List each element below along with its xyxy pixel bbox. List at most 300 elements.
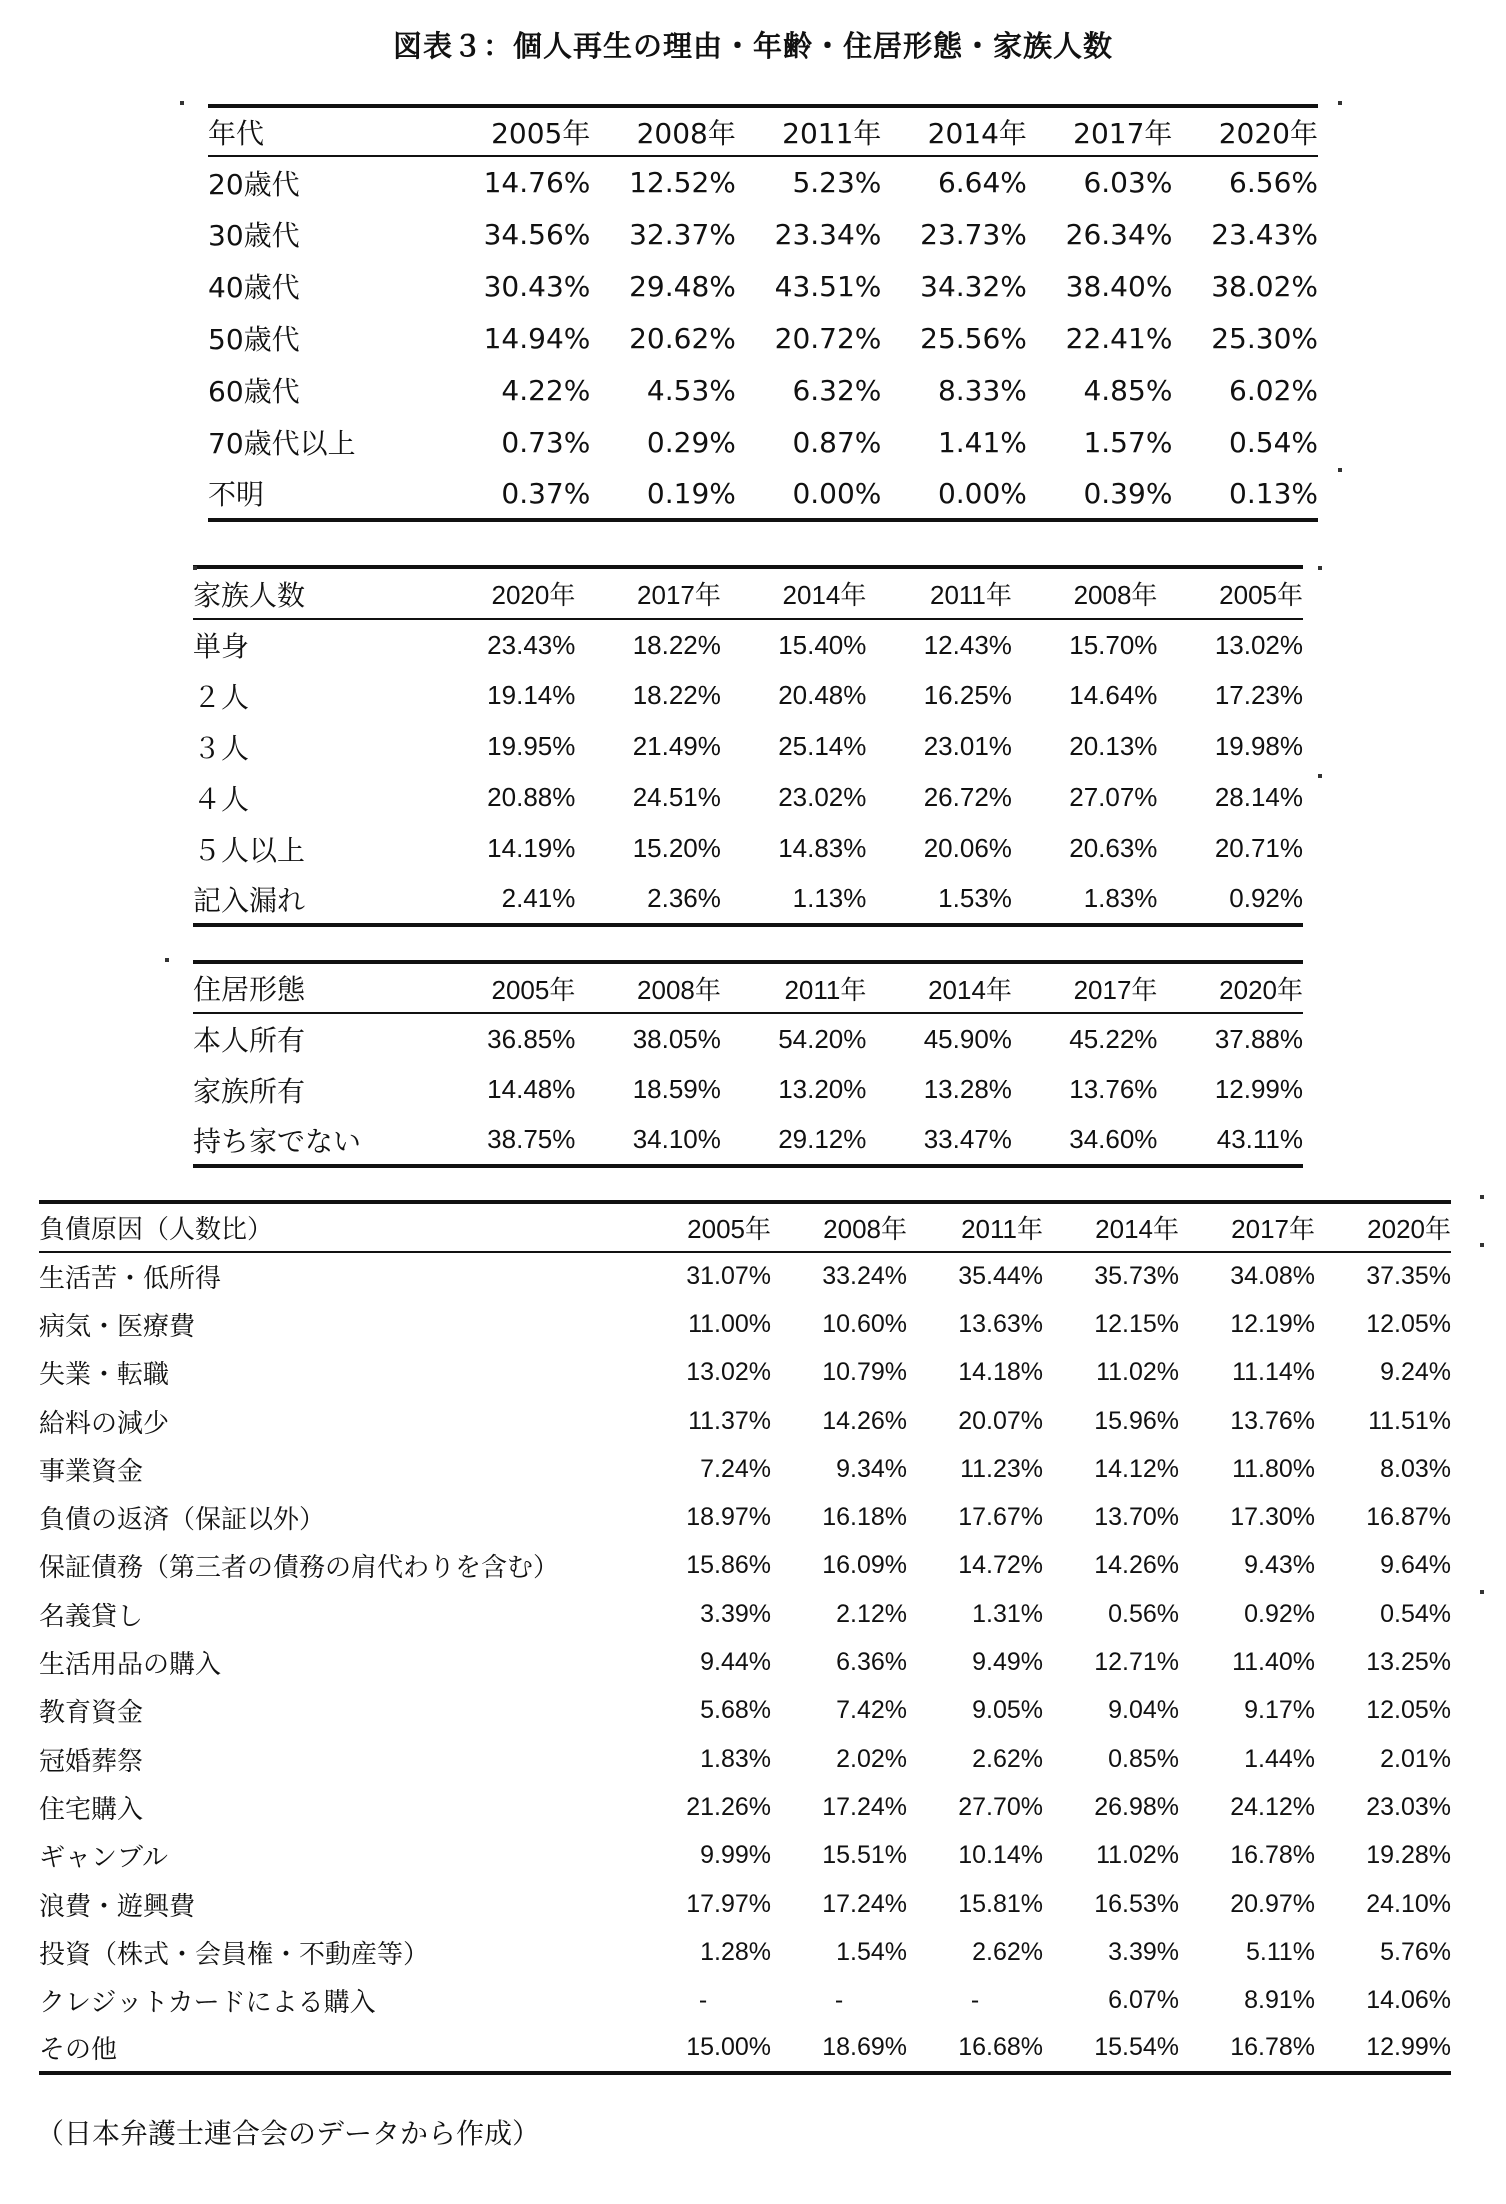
age-row-label: 60歳代 — [208, 375, 300, 408]
family-row — [193, 772, 1303, 823]
family-cell: 25.14% — [778, 731, 867, 761]
age-cell: 32.37% — [629, 217, 736, 251]
age-cell: 0.19% — [590, 468, 736, 520]
debt-cell: 0.56% — [1108, 1599, 1179, 1628]
debt-cell: 1.28% — [700, 1937, 771, 1966]
family-header-row — [193, 567, 1303, 619]
housing-cell: 18.59% — [632, 1074, 721, 1104]
age-cell: 20.72% — [774, 321, 882, 355]
housing-header-label: 住居形態 — [193, 962, 430, 1013]
age-cell: 38.02% — [1211, 269, 1318, 303]
family-cell: 12.43% — [923, 629, 1012, 660]
family-cell: 15.40% — [778, 629, 867, 660]
debt-cell: 15.81% — [958, 1889, 1043, 1918]
age-cell: 34.56% — [483, 217, 591, 251]
debt-cell: 17.30% — [1230, 1503, 1315, 1532]
age-cell: 25.30% — [1211, 321, 1318, 355]
housing-cell: 29.12% — [721, 1115, 867, 1166]
debt-row — [39, 1638, 1451, 1686]
housing-cell: 45.22% — [1069, 1023, 1158, 1054]
family-cell: 14.19% — [487, 833, 576, 863]
age-row — [208, 156, 1318, 208]
age-cell: 6.32% — [792, 373, 882, 407]
debt-cell: 9.34% — [836, 1454, 907, 1483]
family-year-header: 2008年 — [1012, 567, 1158, 619]
family-cell: 0.92% — [1157, 874, 1303, 925]
family-year-header: 2011年 — [866, 567, 1012, 619]
debt-cell: 1.44% — [1244, 1744, 1315, 1773]
housing-row-label: 本人所有 — [193, 1024, 306, 1057]
family-cell: 15.20% — [632, 833, 721, 863]
housing-cell: 34.60% — [1012, 1115, 1158, 1166]
debt-cell: 2.62% — [972, 1937, 1043, 1966]
debt-year-header: 2020年 — [1315, 1202, 1451, 1252]
family-cell: 13.02% — [1214, 629, 1303, 660]
debt-cell: 15.51% — [822, 1841, 907, 1870]
debt-row-label: 給料の減少 — [39, 1408, 170, 1439]
age-cell: 23.73% — [920, 217, 1027, 251]
debt-cell: 2.12% — [836, 1599, 907, 1628]
family-row-label: 単身 — [193, 630, 250, 663]
debt-cell: - — [698, 1986, 708, 2015]
debt-cell: 10.14% — [958, 1841, 1043, 1870]
debt-row — [39, 1735, 1451, 1783]
age-cell: 0.54% — [1229, 425, 1318, 459]
debt-cell: 13.63% — [958, 1309, 1043, 1338]
housing-year-header: 2017年 — [1012, 962, 1158, 1013]
debt-cell: 35.44% — [958, 1262, 1043, 1291]
housing-year-header: 2005年 — [430, 962, 576, 1013]
debt-row-label: その他 — [39, 2025, 635, 2073]
age-cell: 0.87% — [792, 425, 882, 459]
family-size-table — [193, 565, 1303, 927]
debt-cell: 2.02% — [836, 1744, 907, 1773]
housing-table — [193, 960, 1303, 1168]
age-row-label: 40歳代 — [208, 271, 300, 304]
debt-header-label: 負債原因（人数比） — [39, 1202, 635, 1252]
age-cell: 34.32% — [920, 269, 1027, 303]
family-cell: 20.06% — [923, 833, 1012, 863]
debt-row-label: 教育資金 — [39, 1698, 144, 1729]
debt-cell: 14.26% — [1094, 1551, 1179, 1580]
debt-cell: 18.97% — [686, 1503, 771, 1532]
debt-cell: 0.54% — [1380, 1599, 1451, 1628]
age-year-header: 2017年 — [1027, 106, 1173, 156]
scan-dot — [1338, 468, 1342, 472]
age-cell: 12.52% — [629, 166, 736, 199]
age-row — [208, 312, 1318, 364]
age-cell: 0.00% — [881, 468, 1027, 520]
family-row-label: ３人 — [193, 731, 250, 765]
age-cell: 1.41% — [937, 425, 1027, 459]
debt-row — [39, 1349, 1451, 1397]
scan-dot — [1318, 566, 1322, 570]
age-header-label: 年代 — [208, 106, 445, 156]
family-year-header: 2020年 — [430, 567, 576, 619]
age-cell: 25.56% — [920, 321, 1027, 355]
debt-cell: 5.68% — [700, 1696, 771, 1725]
debt-cell: 26.98% — [1094, 1792, 1179, 1821]
scan-dot — [193, 566, 197, 570]
debt-row-label: 住宅購入 — [39, 1794, 144, 1825]
debt-cell: 13.25% — [1366, 1648, 1451, 1677]
debt-cell: 1.83% — [700, 1744, 771, 1773]
scan-dot — [1480, 1195, 1484, 1199]
age-table — [208, 104, 1318, 522]
age-cell: 6.64% — [937, 166, 1027, 199]
debt-cell: 14.12% — [1094, 1454, 1179, 1483]
debt-cell: - — [970, 1986, 980, 2015]
family-cell: 20.63% — [1069, 833, 1158, 863]
age-row — [208, 260, 1318, 312]
debt-cell: 20.97% — [1230, 1889, 1315, 1918]
debt-row-label: 失業・転職 — [39, 1360, 170, 1391]
housing-year-header: 2020年 — [1157, 962, 1303, 1013]
age-cell: 0.00% — [736, 468, 882, 520]
debt-cell: 11.02% — [1096, 1841, 1179, 1870]
debt-year-header: 2005年 — [635, 1202, 771, 1252]
debt-row — [39, 1590, 1451, 1638]
debt-row — [39, 1445, 1451, 1493]
debt-cell: 9.24% — [1380, 1358, 1451, 1387]
debt-row — [39, 1300, 1451, 1348]
debt-header-row — [39, 1202, 1451, 1252]
debt-cell: 27.70% — [958, 1792, 1043, 1821]
debt-cell: 16.09% — [822, 1551, 907, 1580]
debt-cell: 3.39% — [1108, 1937, 1179, 1966]
housing-cell: 43.11% — [1157, 1115, 1303, 1166]
debt-cell: 14.26% — [822, 1406, 907, 1435]
debt-cell: 11.00% — [688, 1309, 771, 1338]
debt-cell: 18.69% — [771, 2025, 907, 2073]
family-cell: 19.14% — [487, 680, 576, 710]
age-row — [208, 364, 1318, 416]
debt-cell: 16.78% — [1179, 2025, 1315, 2073]
age-year-header: 2011年 — [736, 106, 882, 156]
debt-cell: 10.60% — [822, 1309, 907, 1338]
debt-cell: 12.99% — [1315, 2025, 1451, 2073]
housing-year-header: 2008年 — [575, 962, 721, 1013]
debt-cell: 1.31% — [972, 1599, 1043, 1628]
age-cell: 20.62% — [629, 321, 736, 355]
age-year-header: 2020年 — [1172, 106, 1318, 156]
debt-cell: 16.53% — [1094, 1889, 1179, 1918]
age-cell: 0.73% — [501, 425, 591, 459]
debt-row — [39, 1832, 1451, 1880]
family-row-label: 記入漏れ — [193, 874, 430, 925]
age-row-label: 50歳代 — [208, 323, 300, 356]
debt-cell: 34.08% — [1230, 1262, 1315, 1291]
debt-cell: 17.24% — [822, 1792, 907, 1821]
age-cell: 1.57% — [1083, 425, 1173, 459]
age-cell: 22.41% — [1065, 321, 1173, 355]
debt-cell: 12.05% — [1366, 1696, 1451, 1725]
debt-cell: 13.76% — [1230, 1406, 1315, 1435]
family-cell: 23.43% — [487, 629, 576, 660]
age-year-header: 2014年 — [881, 106, 1027, 156]
family-cell: 1.13% — [721, 874, 867, 925]
age-cell: 23.34% — [774, 217, 882, 251]
family-year-header: 2005年 — [1157, 567, 1303, 619]
scan-dot — [1318, 774, 1322, 778]
family-cell: 27.07% — [1069, 782, 1158, 812]
family-cell: 16.25% — [923, 680, 1012, 710]
debt-row-label: 冠婚葬祭 — [39, 1746, 144, 1777]
debt-row-label: 保証債務（第三者の債務の肩代わりを含む） — [39, 1553, 560, 1584]
family-cell: 24.51% — [632, 782, 721, 812]
age-cell: 0.39% — [1027, 468, 1173, 520]
housing-cell: 33.47% — [866, 1115, 1012, 1166]
debt-cell: 37.35% — [1366, 1262, 1451, 1291]
debt-cell: 5.11% — [1245, 1937, 1315, 1966]
housing-row — [193, 1064, 1303, 1115]
debt-cause-table — [39, 1200, 1451, 2075]
age-year-header: 2008年 — [590, 106, 736, 156]
debt-cell: 24.10% — [1366, 1889, 1451, 1918]
debt-cell: 13.70% — [1094, 1503, 1179, 1532]
debt-cell: 8.03% — [1380, 1454, 1451, 1483]
debt-cell: 15.86% — [686, 1551, 771, 1580]
debt-row — [39, 1542, 1451, 1590]
debt-cell: 9.05% — [972, 1696, 1043, 1725]
debt-row-label: ギャンブル — [39, 1843, 168, 1874]
family-row-label: ５人以上 — [193, 833, 306, 867]
debt-row — [39, 2025, 1451, 2073]
age-row-label: 20歳代 — [208, 167, 300, 201]
age-cell: 0.37% — [445, 468, 591, 520]
debt-cell: 11.02% — [1096, 1358, 1179, 1387]
age-cell: 6.56% — [1229, 166, 1318, 199]
debt-cell: 16.78% — [1230, 1841, 1315, 1870]
debt-cell: 9.44% — [700, 1648, 771, 1677]
housing-row — [193, 1115, 1303, 1166]
age-cell: 4.22% — [501, 373, 591, 407]
age-cell: 14.94% — [483, 321, 591, 355]
family-row — [193, 619, 1303, 670]
family-row — [193, 721, 1303, 772]
age-cell: 8.33% — [937, 373, 1027, 407]
debt-cell: 2.01% — [1380, 1744, 1451, 1773]
debt-cell: 8.91% — [1244, 1986, 1315, 2015]
page-title: 図表３：個人再生の理由・年齢・住居形態・家族人数 — [392, 29, 1113, 63]
scan-dot — [1480, 1590, 1484, 1594]
family-cell: 14.83% — [778, 833, 867, 863]
debt-cell: 11.51% — [1368, 1406, 1451, 1435]
debt-cell: 13.02% — [686, 1358, 771, 1387]
age-cell: 0.13% — [1172, 468, 1318, 520]
age-row — [208, 208, 1318, 260]
housing-header-row — [193, 962, 1303, 1013]
family-cell: 1.53% — [866, 874, 1012, 925]
family-row-label: ４人 — [193, 782, 250, 816]
debt-row-label: クレジットカードによる購入 — [39, 1988, 376, 2019]
debt-cell: 17.67% — [958, 1503, 1043, 1532]
debt-cell: 16.68% — [907, 2025, 1043, 2073]
family-cell: 20.88% — [487, 782, 576, 812]
housing-cell: 13.28% — [923, 1074, 1012, 1104]
debt-year-header: 2011年 — [907, 1202, 1043, 1252]
housing-row-label: 家族所有 — [193, 1074, 306, 1108]
scan-dot — [1480, 1243, 1484, 1247]
debt-cell: 12.15% — [1094, 1309, 1179, 1338]
debt-cell: 7.24% — [700, 1454, 771, 1483]
family-row — [193, 874, 1303, 925]
debt-row — [39, 1252, 1451, 1300]
housing-cell: 38.05% — [632, 1023, 721, 1054]
housing-cell: 54.20% — [778, 1023, 867, 1054]
age-cell: 14.76% — [483, 166, 591, 199]
age-cell: 29.48% — [629, 269, 736, 303]
housing-cell: 38.75% — [430, 1115, 576, 1166]
debt-row-label: 事業資金 — [39, 1456, 144, 1487]
debt-cell: 1.54% — [836, 1937, 907, 1966]
housing-cell: 37.88% — [1214, 1023, 1303, 1054]
age-cell: 4.85% — [1083, 373, 1173, 407]
family-cell: 18.22% — [632, 629, 721, 660]
family-cell: 20.48% — [778, 680, 867, 710]
family-cell: 23.01% — [923, 731, 1012, 761]
debt-row-label: 生活苦・低所得 — [39, 1264, 222, 1295]
family-cell: 21.49% — [632, 731, 721, 761]
family-cell: 2.41% — [430, 874, 576, 925]
family-cell: 15.70% — [1069, 629, 1158, 660]
family-cell: 2.36% — [575, 874, 721, 925]
debt-cell: 2.62% — [972, 1744, 1043, 1773]
debt-cell: 11.23% — [960, 1454, 1043, 1483]
age-row — [208, 416, 1318, 468]
debt-cell: 6.07% — [1108, 1986, 1179, 2015]
age-cell: 0.29% — [646, 425, 736, 459]
housing-cell: 12.99% — [1214, 1074, 1303, 1104]
scan-dot — [165, 958, 169, 962]
housing-year-header: 2014年 — [866, 962, 1012, 1013]
debt-row-label: 浪費・遊興費 — [39, 1891, 196, 1922]
debt-row-label: 投資（株式・会員権・不動産等） — [39, 1939, 430, 1970]
family-header-label: 家族人数 — [193, 567, 430, 619]
family-cell: 23.02% — [778, 782, 867, 812]
debt-year-header: 2014年 — [1043, 1202, 1179, 1252]
debt-cell: 15.00% — [635, 2025, 771, 2073]
family-cell: 26.72% — [923, 782, 1012, 812]
debt-cell: 3.39% — [700, 1599, 771, 1628]
debt-row-label: 名義貸し — [39, 1601, 144, 1632]
debt-cell: 6.36% — [836, 1648, 907, 1677]
housing-row-label: 持ち家でない — [193, 1115, 430, 1166]
source-note: （日本弁護士連合会のデータから作成） — [36, 2117, 541, 2150]
housing-year-header: 2011年 — [721, 962, 867, 1013]
age-cell: 38.40% — [1065, 269, 1173, 303]
debt-cell: 9.64% — [1380, 1551, 1451, 1580]
family-cell: 20.71% — [1214, 833, 1303, 863]
debt-cell: 9.99% — [700, 1841, 771, 1870]
debt-row — [39, 1687, 1451, 1735]
debt-row-label: 病気・医療費 — [39, 1311, 196, 1342]
scan-dot — [1338, 101, 1342, 105]
debt-year-header: 2017年 — [1179, 1202, 1315, 1252]
age-year-header: 2005年 — [445, 106, 591, 156]
family-cell: 20.13% — [1069, 731, 1158, 761]
debt-cell: 14.06% — [1366, 1986, 1451, 2015]
debt-cell: 12.19% — [1230, 1309, 1315, 1338]
family-year-header: 2017年 — [575, 567, 721, 619]
family-cell: 19.98% — [1214, 731, 1303, 761]
age-cell: 6.03% — [1083, 166, 1173, 199]
debt-cell: 0.92% — [1244, 1599, 1315, 1628]
debt-cell: 15.54% — [1043, 2025, 1179, 2073]
family-cell: 1.83% — [1012, 874, 1158, 925]
age-cell: 26.34% — [1065, 217, 1173, 251]
debt-cell: - — [834, 1986, 844, 2015]
age-cell: 5.23% — [792, 166, 882, 199]
debt-cell: 20.07% — [958, 1406, 1043, 1435]
age-cell: 23.43% — [1211, 217, 1318, 251]
age-cell: 4.53% — [646, 373, 736, 407]
age-row — [208, 468, 1318, 520]
housing-cell: 36.85% — [487, 1023, 576, 1054]
debt-cell: 14.72% — [958, 1551, 1043, 1580]
debt-cell: 24.12% — [1230, 1792, 1315, 1821]
age-cell: 43.51% — [774, 269, 882, 303]
debt-cell: 23.03% — [1366, 1792, 1451, 1821]
age-header-row — [208, 106, 1318, 156]
family-cell: 14.64% — [1069, 680, 1158, 710]
age-row-label: 不明 — [208, 468, 445, 520]
debt-cell: 7.42% — [836, 1696, 907, 1725]
debt-cell: 14.18% — [958, 1358, 1043, 1387]
debt-row — [39, 1783, 1451, 1831]
debt-cell: 5.76% — [1380, 1937, 1451, 1966]
family-row — [193, 823, 1303, 874]
debt-row — [39, 1880, 1451, 1928]
debt-cell: 17.24% — [822, 1889, 907, 1918]
family-cell: 28.14% — [1214, 782, 1303, 812]
age-cell: 30.43% — [483, 269, 591, 303]
housing-cell: 14.48% — [487, 1074, 576, 1104]
debt-row-label: 負債の返済（保証以外） — [39, 1505, 326, 1536]
debt-cell: 0.85% — [1108, 1744, 1179, 1773]
family-row-label: ２人 — [193, 680, 250, 714]
debt-cell: 11.80% — [1232, 1454, 1315, 1483]
debt-cell: 11.37% — [688, 1406, 771, 1435]
family-cell: 19.95% — [487, 731, 576, 761]
debt-row — [39, 1976, 1451, 2024]
age-row-label: 30歳代 — [208, 219, 300, 252]
housing-cell: 45.90% — [923, 1023, 1012, 1054]
debt-row-label: 生活用品の購入 — [39, 1650, 222, 1681]
debt-cell: 21.26% — [686, 1792, 771, 1821]
housing-cell: 34.10% — [575, 1115, 721, 1166]
debt-cell: 12.05% — [1366, 1309, 1451, 1338]
family-row — [193, 670, 1303, 721]
debt-cell: 33.24% — [822, 1262, 907, 1291]
debt-cell: 15.96% — [1094, 1406, 1179, 1435]
debt-row — [39, 1493, 1451, 1541]
family-year-header: 2014年 — [721, 567, 867, 619]
debt-row — [39, 1397, 1451, 1445]
debt-cell: 35.73% — [1094, 1262, 1179, 1291]
debt-year-header: 2008年 — [771, 1202, 907, 1252]
housing-cell: 13.76% — [1069, 1074, 1158, 1104]
debt-cell: 9.17% — [1244, 1696, 1315, 1725]
debt-cell: 11.14% — [1232, 1358, 1315, 1387]
housing-row — [193, 1013, 1303, 1064]
debt-cell: 16.18% — [822, 1503, 907, 1532]
debt-cell: 9.04% — [1108, 1696, 1179, 1725]
age-row-label: 70歳代以上 — [208, 427, 356, 460]
debt-cell: 19.28% — [1366, 1841, 1451, 1870]
debt-row — [39, 1928, 1451, 1976]
housing-cell: 13.20% — [778, 1074, 867, 1104]
